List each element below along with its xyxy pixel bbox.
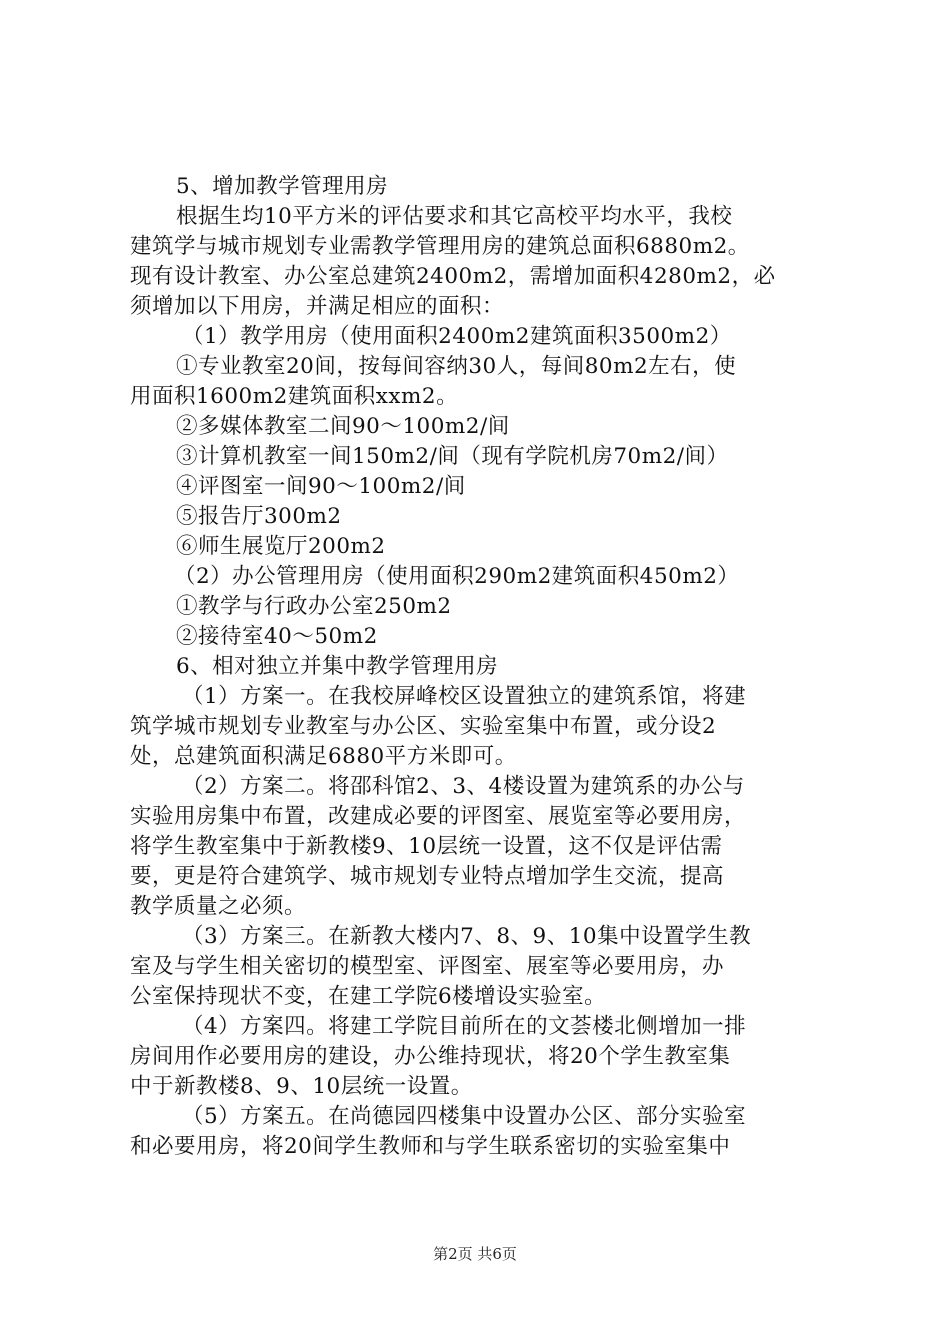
text-line: 中于新教楼8、9、10层统一设置。 [130,1074,473,1099]
text-line: 建筑学与城市规划专业需教学管理用房的建筑总面积6880m2。 [130,234,750,259]
text-line: 现有设计教室、办公室总建筑2400m2，需增加面积4280m2，必 [130,264,776,289]
text-line: ④评图室一间90～100m2/间 [176,474,466,499]
text-line: ②接待室40～50m2 [176,624,378,649]
text-line: （4）方案四。将建工学院目前所在的文荟楼北侧增加一排 [182,1014,747,1039]
page-footer: 第2页 共6页 [433,1245,517,1263]
text-line: 筑学城市规划专业教室与办公区、实验室集中布置，或分设2 [130,714,717,739]
text-line: ⑤报告厅300m2 [176,504,342,529]
text-line: 将学生教室集中于新教楼9、10层统一设置，这不仅是评估需 [130,834,723,859]
text-line: ⑥师生展览厅200m2 [176,534,386,559]
text-line: 6、相对独立并集中教学管理用房 [176,654,499,679]
text-line: 处，总建筑面积满足6880平方米即可。 [130,744,517,769]
text-line: （2）方案二。将邵科馆2、3、4楼设置为建筑系的办公与 [182,774,745,799]
document-body [130,172,830,1162]
text-line: 须增加以下用房，并满足相应的面积： [130,294,505,319]
text-line: ①教学与行政办公室250m2 [176,594,452,619]
text-line: 室及与学生相关密切的模型室、评图室、展室等必要用房，办 [130,954,725,979]
text-line: 根据生均10平方米的评估要求和其它高校平均水平，我校 [176,204,733,229]
text-line: （1）教学用房（使用面积2400m2建筑面积3500m2） [182,324,732,349]
text-line: 要，更是符合建筑学、城市规划专业特点增加学生交流，提高 [130,864,725,889]
text-line: 公室保持现状不变，在建工学院6楼增设实验室。 [130,984,607,1009]
text-line: ③计算机教室一间150m2/间（现有学院机房70m2/间） [176,444,729,469]
text-line: 用面积1600m2建筑面积xxm2。 [130,384,459,409]
text-line: 和必要用房，将20间学生教师和与学生联系密切的实验室集中 [130,1134,731,1159]
text-line: 实验用房集中布置，改建成必要的评图室、展览室等必要用房， [130,804,747,829]
text-line: （2）办公管理用房（使用面积290m2建筑面积450m2） [174,564,740,589]
text-line: 房间用作必要用房的建设，办公维持现状，将20个学生教室集 [130,1044,731,1069]
text-line: （5）方案五。在尚德园四楼集中设置办公区、部分实验室 [182,1104,747,1129]
text-line: （3）方案三。在新教大楼内7、8、9、10集中设置学生教 [182,924,752,949]
text-line: （1）方案一。在我校屏峰校区设置独立的建筑系馆，将建 [182,684,747,709]
text-line: 教学质量之必须。 [130,894,307,919]
text-line: ②多媒体教室二间90～100m2/间 [176,414,510,439]
text-line: ①专业教室20间，按每间容纳30人，每间80m2左右，使 [176,354,737,379]
text-line: 5、增加教学管理用房 [176,174,389,199]
